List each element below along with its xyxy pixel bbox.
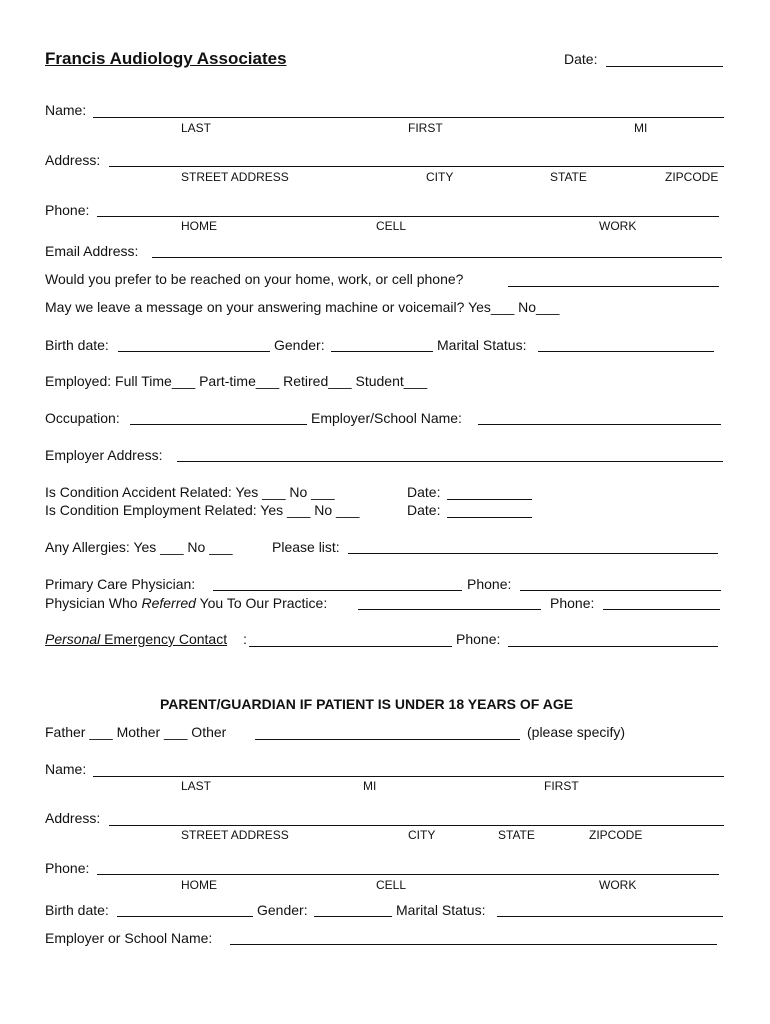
employment-date-field[interactable] [447, 517, 532, 518]
guardian-address-field[interactable] [109, 825, 724, 826]
guardian-address-sub-state: STATE [498, 828, 535, 842]
name-label: Name: [45, 102, 87, 118]
accident-date-label: Date: [407, 484, 441, 500]
guardian-name-sub-first: FIRST [544, 779, 579, 793]
allergies-question: Any Allergies: Yes ___ No ___ [45, 539, 233, 555]
address-sub-state: STATE [550, 170, 587, 184]
guardian-birth-field[interactable] [117, 916, 253, 917]
employer-address-field[interactable] [177, 461, 723, 462]
guardian-phone-label: Phone: [45, 860, 90, 876]
birth-field[interactable] [118, 351, 270, 352]
referred-phone-field[interactable] [603, 609, 720, 610]
please-specify: (please specify) [527, 724, 626, 740]
occupation-field[interactable] [130, 424, 307, 425]
reach-question: Would you prefer to be reached on your home, work, or cell phone? [45, 271, 464, 287]
name-sub-last: LAST [181, 121, 212, 135]
emergency-colon: : [243, 631, 247, 647]
guardian-relation: Father ___ Mother ___ Other [45, 724, 227, 740]
name-field[interactable] [93, 117, 724, 118]
guardian-phone-sub-home: HOME [181, 878, 217, 892]
guardian-name-sub-mi: MI [363, 779, 377, 793]
pcp-field[interactable] [213, 590, 462, 591]
gender-label: Gender: [274, 337, 325, 353]
employment-question: Is Condition Employment Related: Yes ___ No ___ [45, 502, 360, 518]
address-field[interactable] [109, 166, 724, 167]
guardian-address-sub-city: CITY [408, 828, 436, 842]
form-title: Francis Audiology Associates [45, 49, 287, 68]
guardian-name-field[interactable] [93, 776, 724, 777]
phone-field[interactable] [97, 216, 719, 217]
referred-field[interactable] [358, 609, 541, 610]
guardian-phone-sub-work: WORK [599, 878, 637, 892]
guardian-address-sub-zip: ZIPCODE [589, 828, 643, 842]
guardian-address-sub-street: STREET ADDRESS [181, 828, 289, 842]
guardian-address-label: Address: [45, 810, 101, 826]
marital-label: Marital Status: [437, 337, 527, 353]
emergency-field[interactable] [249, 646, 452, 647]
employment-date-label: Date: [407, 502, 441, 518]
employer-name-field[interactable] [478, 424, 721, 425]
guardian-employer-label: Employer or School Name: [45, 930, 213, 946]
emergency-label: Personal Emergency Contact [45, 631, 228, 647]
guardian-heading: PARENT/GUARDIAN IF PATIENT IS UNDER 18 YEARS OF AGE [160, 696, 574, 712]
guardian-marital-field[interactable] [497, 916, 723, 917]
email-field[interactable] [152, 257, 722, 258]
accident-question: Is Condition Accident Related: Yes ___ No ___ [45, 484, 335, 500]
date-label: Date: [564, 51, 598, 67]
phone-sub-work: WORK [599, 219, 637, 233]
date-field[interactable] [606, 66, 723, 67]
gender-field[interactable] [331, 351, 433, 352]
guardian-gender-label: Gender: [257, 902, 308, 918]
phone-sub-home: HOME [181, 219, 217, 233]
guardian-employer-field[interactable] [230, 944, 717, 945]
guardian-other-field[interactable] [255, 739, 520, 740]
referred-phone-label: Phone: [550, 595, 595, 611]
reach-field[interactable] [508, 286, 719, 287]
guardian-name-sub-last: LAST [181, 779, 212, 793]
name-sub-first: FIRST [408, 121, 443, 135]
guardian-phone-field[interactable] [97, 874, 719, 875]
referred-label: Physician Who Referred You To Our Practice: [45, 595, 328, 611]
occupation-label: Occupation: [45, 410, 120, 426]
birth-label: Birth date: [45, 337, 109, 353]
address-sub-zip: ZIPCODE [665, 170, 719, 184]
guardian-birth-label: Birth date: [45, 902, 109, 918]
emergency-phone-label: Phone: [456, 631, 501, 647]
emergency-phone-field[interactable] [508, 646, 718, 647]
guardian-name-label: Name: [45, 761, 87, 777]
marital-field[interactable] [538, 351, 714, 352]
employed-line: Employed: Full Time___ Part-time___ Retired___ Student___ [45, 373, 428, 389]
phone-sub-cell: CELL [376, 219, 407, 233]
guardian-marital-label: Marital Status: [396, 902, 486, 918]
guardian-gender-field[interactable] [314, 916, 392, 917]
name-sub-mi: MI [634, 121, 648, 135]
pcp-phone-label: Phone: [467, 576, 512, 592]
address-label: Address: [45, 152, 101, 168]
phone-label: Phone: [45, 202, 90, 218]
email-label: Email Address: [45, 243, 139, 259]
address-sub-street: STREET ADDRESS [181, 170, 289, 184]
pcp-label: Primary Care Physician: [45, 576, 196, 592]
pcp-phone-field[interactable] [520, 590, 721, 591]
employer-name-label: Employer/School Name: [311, 410, 462, 426]
employer-address-label: Employer Address: [45, 447, 163, 463]
guardian-phone-sub-cell: CELL [376, 878, 407, 892]
message-question: May we leave a message on your answering machine or voicemail? Yes___ No___ [45, 299, 560, 315]
please-list-label: Please list: [272, 539, 340, 555]
accident-date-field[interactable] [447, 499, 532, 500]
allergies-list-field[interactable] [348, 553, 718, 554]
address-sub-city: CITY [426, 170, 454, 184]
